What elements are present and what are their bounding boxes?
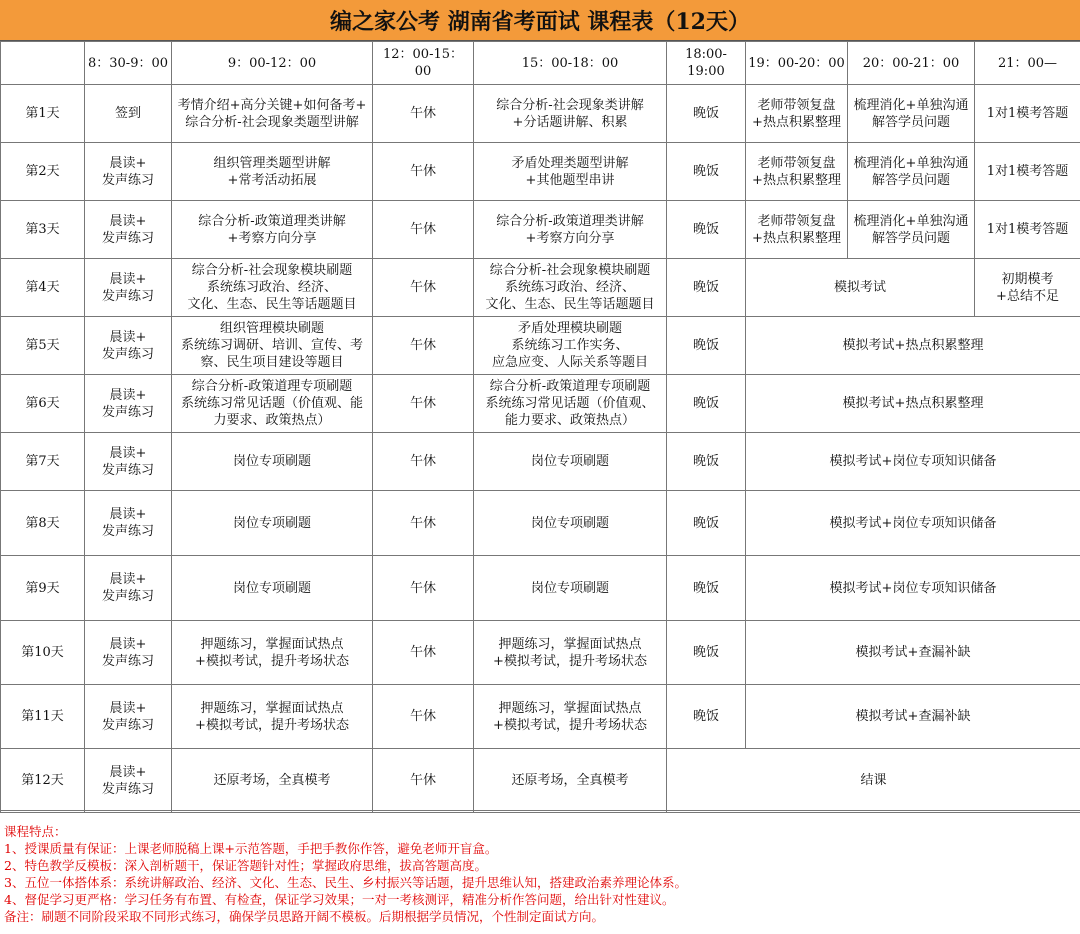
day-cell: 第6天 (1, 375, 85, 433)
afternoon-session-cell: 综合分析-政策道理专项刷题 系统练习常见话题（价值观、 能力要求、政策热点） (474, 375, 667, 433)
dinner-cell: 晚饭 (667, 259, 746, 317)
schedule-row (1, 433, 1080, 491)
schedule-body (1, 42, 1080, 813)
note-line: 3、五位一体搭体系：系统讲解政治、经济、文化、生态、民生、乡村振兴等话题，提升思维认知，搭建政治素养理论体系。 (4, 875, 687, 890)
qa-session-cell: 梳理消化+单独沟通 解答学员问题 (848, 85, 975, 143)
morning-cell: 晨读+ 发声练习 (85, 749, 172, 813)
morning-session-cell: 还原考场，全真模考 (172, 749, 373, 813)
day-cell: 第9天 (1, 556, 85, 621)
review-session-cell: 老师带领复盘 +热点积累整理 (746, 85, 848, 143)
noon-break-cell: 午休 (373, 491, 474, 556)
evening-session-cell: 模拟考试+查漏补缺 (746, 685, 1080, 749)
morning-session-cell: 组织管理类题型讲解 +常考活动拓展 (172, 143, 373, 201)
day-cell: 第2天 (1, 143, 85, 201)
noon-break-cell: 午休 (373, 143, 474, 201)
dinner-cell: 晚饭 (667, 621, 746, 685)
header-cell-0900: 9：00-12：00 (172, 42, 373, 85)
schedule-row (1, 201, 1080, 259)
morning-cell: 晨读+ 发声练习 (85, 491, 172, 556)
dinner-cell: 晚饭 (667, 375, 746, 433)
review-session-cell: 老师带领复盘 +热点积累整理 (746, 201, 848, 259)
day-cell: 第1天 (1, 85, 85, 143)
morning-session-cell: 岗位专项刷题 (172, 556, 373, 621)
dinner-cell: 晚饭 (667, 201, 746, 259)
afternoon-session-cell: 押题练习，掌握面试热点 +模拟考试，提升考场状态 (474, 621, 667, 685)
afternoon-session-cell: 还原考场，全真模考 (474, 749, 667, 813)
morning-session-cell: 岗位专项刷题 (172, 433, 373, 491)
closing-cell: 结课 (667, 749, 1080, 813)
morning-session-cell: 综合分析-政策道理专项刷题 系统练习常见话题（价值观、能 力要求、政策热点） (172, 375, 373, 433)
late-session-cell: 1对1模考答题 (975, 201, 1080, 259)
day-cell: 第7天 (1, 433, 85, 491)
schedule-row (1, 259, 1080, 317)
header-cell-1900: 19：00-20：00 (746, 42, 848, 85)
late-session-cell: 1对1模考答题 (975, 85, 1080, 143)
dinner-cell: 晚饭 (667, 491, 746, 556)
header-cell-corner (1, 42, 85, 85)
morning-cell: 晨读+ 发声练习 (85, 621, 172, 685)
note-line: 2、特色教学反模板：深入剖析题干，保证答题针对性；掌握政府思维，拔高答题高度。 (4, 858, 487, 873)
header-cell-1200: 12：00-15：00 (373, 42, 474, 85)
afternoon-session-cell: 综合分析-社会现象类讲解 +分话题讲解、积累 (474, 85, 667, 143)
review-session-cell: 老师带领复盘 +热点积累整理 (746, 143, 848, 201)
morning-session-cell: 组织管理模块刷题 系统练习调研、培训、宣传、考 察、民生项目建设等题目 (172, 317, 373, 375)
morning-cell: 晨读+ 发声练习 (85, 317, 172, 375)
evening-session-cell: 模拟考试+岗位专项知识储备 (746, 433, 1080, 491)
noon-break-cell: 午休 (373, 749, 474, 813)
morning-cell: 晨读+ 发声练习 (85, 375, 172, 433)
evening-session-cell: 模拟考试 (746, 259, 975, 317)
schedule-row (1, 749, 1080, 813)
dinner-cell: 晚饭 (667, 685, 746, 749)
afternoon-session-cell: 押题练习，掌握面试热点 +模拟考试，提升考场状态 (474, 685, 667, 749)
note-line: 4、督促学习更严格：学习任务有布置、有检查，保证学习效果；一对一考核测评，精准分析作答问题，给出针对性建议。 (4, 892, 675, 907)
notes-heading: 课程特点： (4, 824, 67, 839)
header-row (1, 42, 1080, 85)
dinner-cell: 晚饭 (667, 143, 746, 201)
morning-cell: 晨读+ 发声练习 (85, 556, 172, 621)
noon-break-cell: 午休 (373, 201, 474, 259)
header-cell-2100: 21：00— (975, 42, 1080, 85)
schedule-row (1, 85, 1080, 143)
afternoon-session-cell: 岗位专项刷题 (474, 433, 667, 491)
morning-session-cell: 综合分析-政策道理类讲解 +考察方向分享 (172, 201, 373, 259)
schedule-row (1, 375, 1080, 433)
morning-session-cell: 综合分析-社会现象模块刷题 系统练习政治、经济、 文化、生态、民生等话题题目 (172, 259, 373, 317)
afternoon-session-cell: 矛盾处理类题型讲解 +其他题型串讲 (474, 143, 667, 201)
morning-cell: 晨读+ 发声练习 (85, 259, 172, 317)
noon-break-cell: 午休 (373, 375, 474, 433)
day-cell: 第8天 (1, 491, 85, 556)
schedule-row (1, 685, 1080, 749)
course-notes (0, 810, 1080, 934)
header-cell-0830: 8：30-9：00 (85, 42, 172, 85)
day-cell: 第5天 (1, 317, 85, 375)
header-cell-1500: 15：00-18：00 (474, 42, 667, 85)
day-cell: 第11天 (1, 685, 85, 749)
note-line: 1、授课质量有保证：上课老师脱稿上课+示范答题，手把手教你作答，避免老师开盲盒。 (4, 841, 498, 856)
morning-session-cell: 考情介绍+高分关键+如何备考+ 综合分析-社会现象类题型讲解 (172, 85, 373, 143)
header-cell-1800: 18:00- 19:00 (667, 42, 746, 85)
evening-session-cell: 模拟考试+热点积累整理 (746, 317, 1080, 375)
dinner-cell: 晚饭 (667, 85, 746, 143)
day-cell: 第4天 (1, 259, 85, 317)
afternoon-session-cell: 矛盾处理模块刷题 系统练习工作实务、 应急应变、人际关系等题目 (474, 317, 667, 375)
morning-cell: 晨读+ 发声练习 (85, 143, 172, 201)
remark-line: 备注：刷题不同阶段采取不同形式练习，确保学员思路开阔不模板。后期根据学员情况，个性制定面试方向。 (4, 909, 605, 924)
evening-session-cell: 模拟考试+查漏补缺 (746, 621, 1080, 685)
noon-break-cell: 午休 (373, 621, 474, 685)
schedule-table (0, 41, 1080, 813)
morning-cell: 签到 (85, 85, 172, 143)
day-cell: 第10天 (1, 621, 85, 685)
noon-break-cell: 午休 (373, 685, 474, 749)
schedule-row (1, 317, 1080, 375)
morning-cell: 晨读+ 发声练习 (85, 433, 172, 491)
afternoon-session-cell: 综合分析-政策道理类讲解 +考察方向分享 (474, 201, 667, 259)
noon-break-cell: 午休 (373, 556, 474, 621)
day-cell: 第3天 (1, 201, 85, 259)
afternoon-session-cell: 岗位专项刷题 (474, 556, 667, 621)
evening-session-cell: 模拟考试+岗位专项知识储备 (746, 491, 1080, 556)
noon-break-cell: 午休 (373, 317, 474, 375)
schedule-row (1, 143, 1080, 201)
qa-session-cell: 梳理消化+单独沟通 解答学员问题 (848, 143, 975, 201)
afternoon-session-cell: 综合分析-社会现象模块刷题 系统练习政治、经济、 文化、生态、民生等话题题目 (474, 259, 667, 317)
dinner-cell: 晚饭 (667, 556, 746, 621)
morning-session-cell: 押题练习，掌握面试热点 +模拟考试，提升考场状态 (172, 621, 373, 685)
qa-session-cell: 梳理消化+单独沟通 解答学员问题 (848, 201, 975, 259)
morning-cell: 晨读+ 发声练习 (85, 685, 172, 749)
late-session-cell: 1对1模考答题 (975, 143, 1080, 201)
noon-break-cell: 午休 (373, 433, 474, 491)
evening-session-cell: 模拟考试+热点积累整理 (746, 375, 1080, 433)
afternoon-session-cell: 岗位专项刷题 (474, 491, 667, 556)
dinner-cell: 晚饭 (667, 317, 746, 375)
dinner-cell: 晚饭 (667, 433, 746, 491)
schedule-title: 编之家公考 湖南省考面试 课程表（12天） (0, 0, 1080, 41)
schedule-row (1, 556, 1080, 621)
day-cell: 第12天 (1, 749, 85, 813)
evening-session-cell: 模拟考试+岗位专项知识储备 (746, 556, 1080, 621)
noon-break-cell: 午休 (373, 259, 474, 317)
schedule-row (1, 491, 1080, 556)
late-session-cell: 初期模考 +总结不足 (975, 259, 1080, 317)
schedule-row (1, 621, 1080, 685)
noon-break-cell: 午休 (373, 85, 474, 143)
morning-session-cell: 押题练习，掌握面试热点 +模拟考试，提升考场状态 (172, 685, 373, 749)
morning-session-cell: 岗位专项刷题 (172, 491, 373, 556)
header-cell-2000: 20：00-21：00 (848, 42, 975, 85)
morning-cell: 晨读+ 发声练习 (85, 201, 172, 259)
